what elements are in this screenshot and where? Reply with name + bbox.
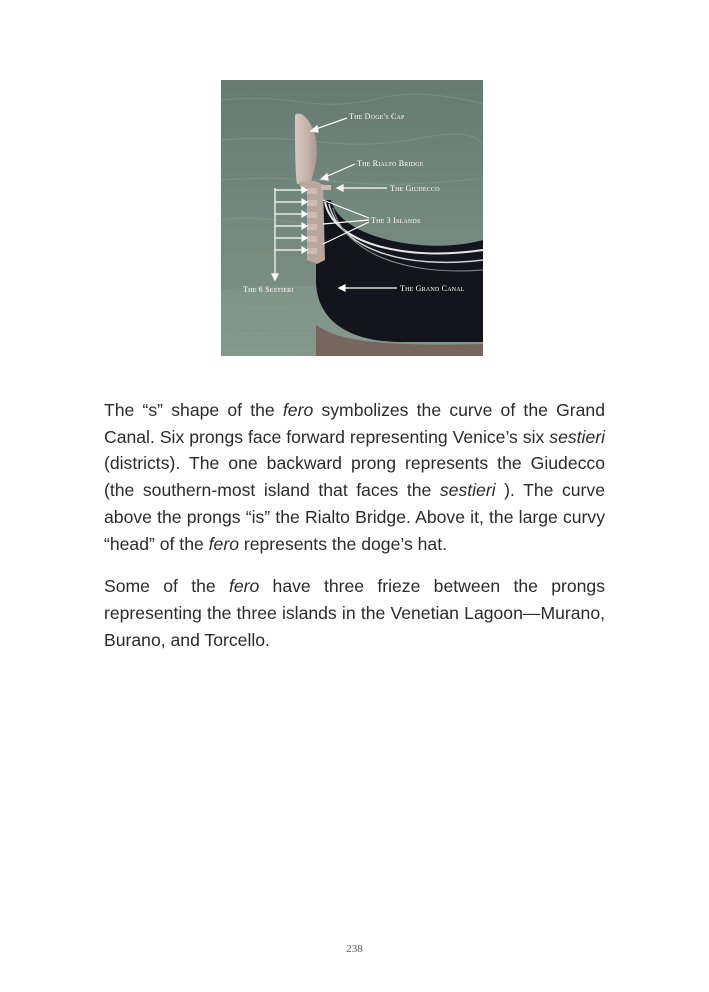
label-six-sestieri: The 6 Sestieri <box>243 285 294 294</box>
page-number: 238 <box>346 943 363 955</box>
body-text <box>104 397 605 669</box>
text-span: (districts). The one backward prong represents the Giudecco (the southern-most island that faces the <box>104 453 605 501</box>
italic-term: sestieri <box>439 480 496 501</box>
text-span: symbolizes the curve of the Grand Canal. Six prongs face forward representing Venice’s six <box>104 400 605 447</box>
paragraph-fero-symbolism <box>104 397 605 557</box>
gondola-photo <box>221 80 483 356</box>
label-doges-cap: The Doge's Cap <box>349 112 405 121</box>
text-span: The “s” shape of the <box>104 400 283 420</box>
label-grand-canal: The Grand Canal <box>400 284 465 293</box>
italic-term: fero <box>208 533 239 554</box>
label-giudecco: The Giudecco <box>390 184 440 193</box>
text-span: Some of the <box>104 576 229 597</box>
label-three-islands: The 3 Islands <box>371 216 421 225</box>
text-span: represents the doge’s hat. <box>238 533 447 554</box>
text-span: have three frieze between the prongs representing the three islands in the Venetian Lagoon—Murano, Burano, and Torcello. <box>104 576 605 650</box>
text-span: ). The curve above the prongs “is” the Rialto Bridge. Above it, the large curvy “head” of the <box>104 480 605 554</box>
italic-term: fero <box>228 576 260 597</box>
italic-term: sestieri <box>549 426 605 447</box>
italic-term: fero <box>282 400 314 420</box>
paragraph-three-islands <box>104 573 605 653</box>
gondola-fero-figure <box>221 80 483 356</box>
label-rialto-bridge: The Rialto Bridge <box>357 159 424 168</box>
